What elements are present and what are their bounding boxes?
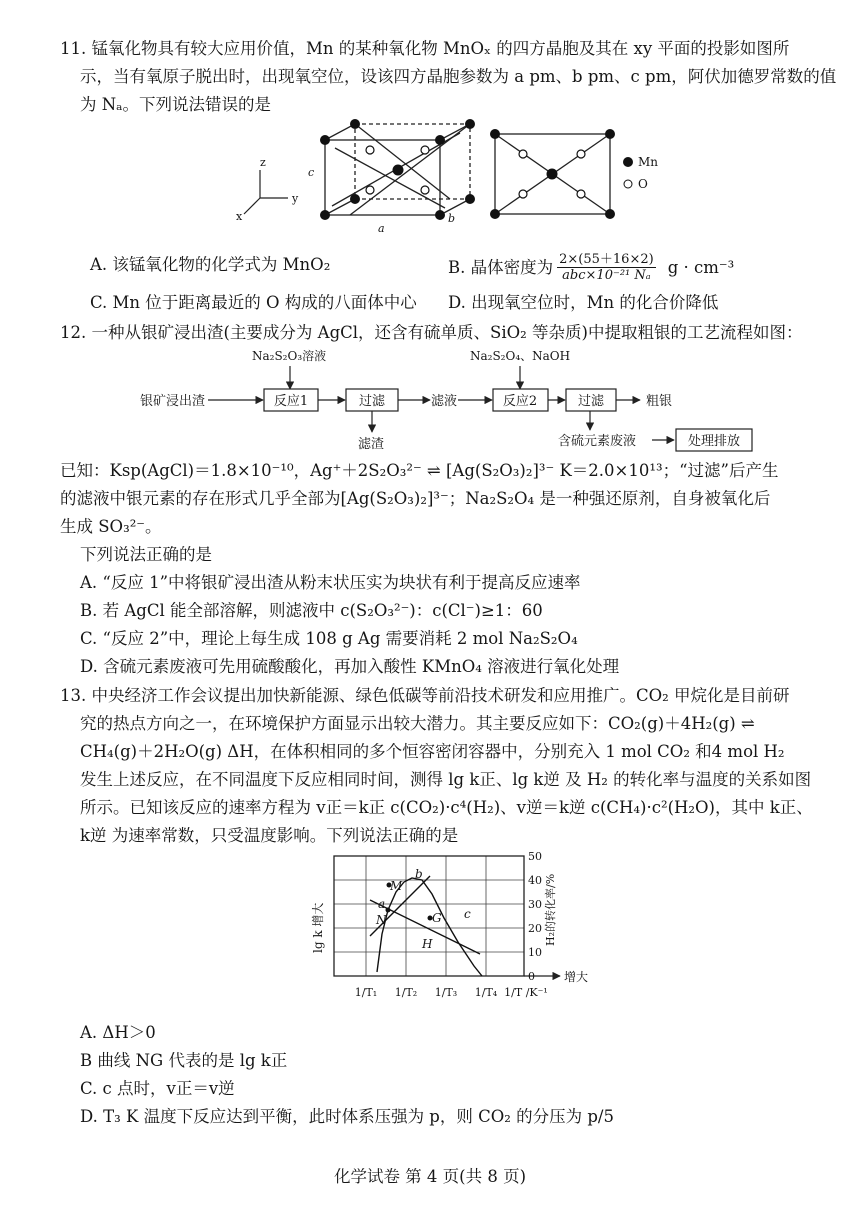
legend-mn-marker: [623, 157, 633, 167]
q11-figure: [220, 118, 680, 238]
q13-option-a: A. ΔH＞0: [80, 1023, 156, 1042]
q12-line1: 12. 一种从银矿浸出渣(主要成分为 AgCl，还含有硫单质、SiO₂ 等杂质)中提取粗银的工艺流程如图：: [60, 323, 803, 342]
axis-y-label: y: [292, 192, 299, 205]
right-tick-30: 30: [528, 898, 542, 911]
reagent1-label: Na₂S₂O₃溶液: [252, 349, 327, 363]
q11-option-a: A. 该锰氧化物的化学式为 MnO₂: [90, 255, 331, 274]
point-m-label: M: [390, 879, 403, 893]
point-g-label: G: [432, 911, 442, 925]
x-tick-t3: 1/T₃: [434, 986, 458, 999]
q11-option-b-prefix: B. 晶体密度为: [448, 257, 554, 277]
filter2-label: 过滤: [577, 394, 605, 409]
q12-known2: 的滤液中银元素的存在形式几乎全部为[Ag(S₂O₃)₂]³⁻；Na₂S₂O₄ 是一种强还原剂，自身被氧化后: [60, 489, 771, 508]
x-axis-label: 1/T /K⁻¹: [504, 986, 548, 999]
y-left-axis-label: lg k 增大: [311, 902, 325, 953]
residue-label: 滤渣: [358, 437, 385, 452]
right-tick-20: 20: [528, 922, 542, 935]
q13-chart: [292, 848, 592, 1018]
product-label: 粗银: [646, 394, 673, 409]
edge-b-label: b: [448, 212, 456, 225]
edge-a-label: a: [378, 222, 385, 235]
right-tick-10: 10: [528, 946, 542, 959]
q13-x-ticks: [355, 986, 548, 999]
x-tick-t2: 1/T₂: [394, 986, 418, 999]
q12-option-c: C. “反应 2”中，理论上每生成 108 g Ag 需要消耗 2 mol Na₂S₂O₄: [80, 629, 578, 648]
q13-curves: [370, 876, 482, 976]
right-tick-40: 40: [528, 874, 542, 887]
point-b-label: b: [415, 867, 423, 881]
legend-o-label: O: [638, 177, 648, 191]
point-h-label: H: [422, 937, 433, 951]
axis-z-label: z: [260, 156, 266, 169]
edge-c-label: c: [308, 166, 315, 179]
y-right-axis-label: H₂的转化率/%: [544, 873, 557, 946]
axis-x-label: x: [236, 210, 243, 223]
filter1-label: 过滤: [358, 394, 386, 409]
point-c-label: c: [464, 907, 471, 921]
q11-line2: 示，当有氧原子脱出时，出现氧空位，设该四方晶胞参数为 a pm、b pm、c pm，阿伏加德罗常数的值: [80, 67, 837, 86]
q11-option-b-fraction: [557, 252, 656, 283]
react1-label: 反应1: [273, 394, 309, 409]
q13-line4: 发生上述反应，在不同温度下反应相同时间，测得 lg k正、lg k逆 及 H₂ 的转化率与温度的关系如图: [80, 770, 812, 789]
q11-option-b-unit: g · cm⁻³: [667, 257, 735, 277]
q11-axes: [244, 170, 288, 214]
q13-option-c: C. c 点时，v正＝v逆: [80, 1079, 235, 1098]
react2-label: 反应2: [502, 394, 538, 409]
legend-mn-label: Mn: [638, 155, 659, 169]
q13-line5: 所示。已知该反应的速率方程为 v正＝k正 c(CO₂)·c⁴(H₂)、v逆＝k逆 c(CH₄)·c²(H₂O)，其中 k正、: [80, 798, 813, 817]
reagent2-label: Na₂S₂O₄、NaOH: [470, 349, 571, 363]
waste-label: 含硫元素废液: [558, 434, 637, 449]
q13-line3: CH₄(g)＋2H₂O(g) ΔH，在体积相同的多个恒容密闭容器中，分别充入 1 mol CO₂ 和4 mol H₂: [80, 742, 785, 761]
q11-line1: 11. 锰氧化物具有较大应用价值，Mn 的某种氧化物 MnOₓ 的四方晶胞及其在 xy 平面的投影如图所: [60, 39, 790, 58]
q11-option-b-denominator: abc×10⁻²¹ Nₐ: [562, 268, 651, 283]
q12-known3: 生成 SO₃²⁻。: [60, 517, 162, 536]
q11-option-b: [448, 252, 734, 283]
q11-option-c: C. Mn 位于距离最近的 O 构成的八面体中心: [90, 293, 417, 312]
filtrate-label: 滤液: [430, 394, 458, 409]
q12-question: 下列说法正确的是: [80, 545, 212, 564]
q13-option-d: D. T₃ K 温度下反应达到平衡，此时体系压强为 p，则 CO₂ 的分压为 p/5: [80, 1107, 614, 1126]
q13-line6: k逆 为速率常数，只受温度影响。下列说法正确的是: [80, 826, 459, 845]
legend-o-marker: [624, 180, 632, 188]
x-tick-t4: 1/T₄: [474, 986, 498, 999]
q12-option-b: B. 若 AgCl 能全部溶解，则滤液中 c(S₂O₃²⁻)：c(Cl⁻)≥1：60: [80, 601, 543, 620]
x-tick-t1: 1/T₁: [354, 986, 378, 999]
right-tick-0: 0: [528, 970, 535, 983]
q11-option-d: D. 出现氧空位时，Mn 的化合价降低: [448, 293, 719, 312]
q12-known1: 已知：Ksp(AgCl)＝1.8×10⁻¹⁰，Ag⁺＋2S₂O₃²⁻ ⇌ [Ag(S₂O₃)₂]³⁻ K＝2.0×10¹³；“过滤”后产生: [60, 461, 779, 480]
q11-projection-mn: [490, 129, 615, 219]
q13-line1: 13. 中央经济工作会议提出加快新能源、绿色低碳等前沿技术研发和应用推广。CO₂ 甲烷化是目前研: [60, 686, 790, 705]
discharge-label: 处理排放: [687, 434, 741, 449]
q12-flowchart: [140, 346, 780, 458]
flow-start-label: 银矿浸出渣: [140, 394, 206, 409]
q11-option-b-numerator: 2×(55＋16×2): [559, 252, 654, 267]
page-footer: 化学试卷 第 4 页(共 8 页): [333, 1167, 527, 1186]
q12-option-a: A. “反应 1”中将银矿浸出渣从粉末状压实为块状有利于提高反应速率: [80, 573, 581, 592]
point-a-label: a: [378, 897, 386, 911]
q12-option-d: D. 含硫元素废液可先用硫酸酸化，再加入酸性 KMnO₄ 溶液进行氧化处理: [80, 657, 620, 676]
q13-option-b: B 曲线 NG 代表的是 lg k正: [80, 1051, 288, 1070]
q13-right-ticks: [528, 850, 542, 983]
right-tick-50: 50: [528, 850, 542, 863]
q13-line2: 究的热点方向之一，在环境保护方面显示出较大潜力。其主要反应如下：CO₂(g)＋4H₂(g) ⇌: [80, 714, 755, 733]
point-n-label: N: [376, 913, 387, 927]
x-arrow-label: 增大: [564, 970, 589, 984]
q11-line3: 为 Nₐ。下列说法错误的是: [80, 95, 272, 114]
